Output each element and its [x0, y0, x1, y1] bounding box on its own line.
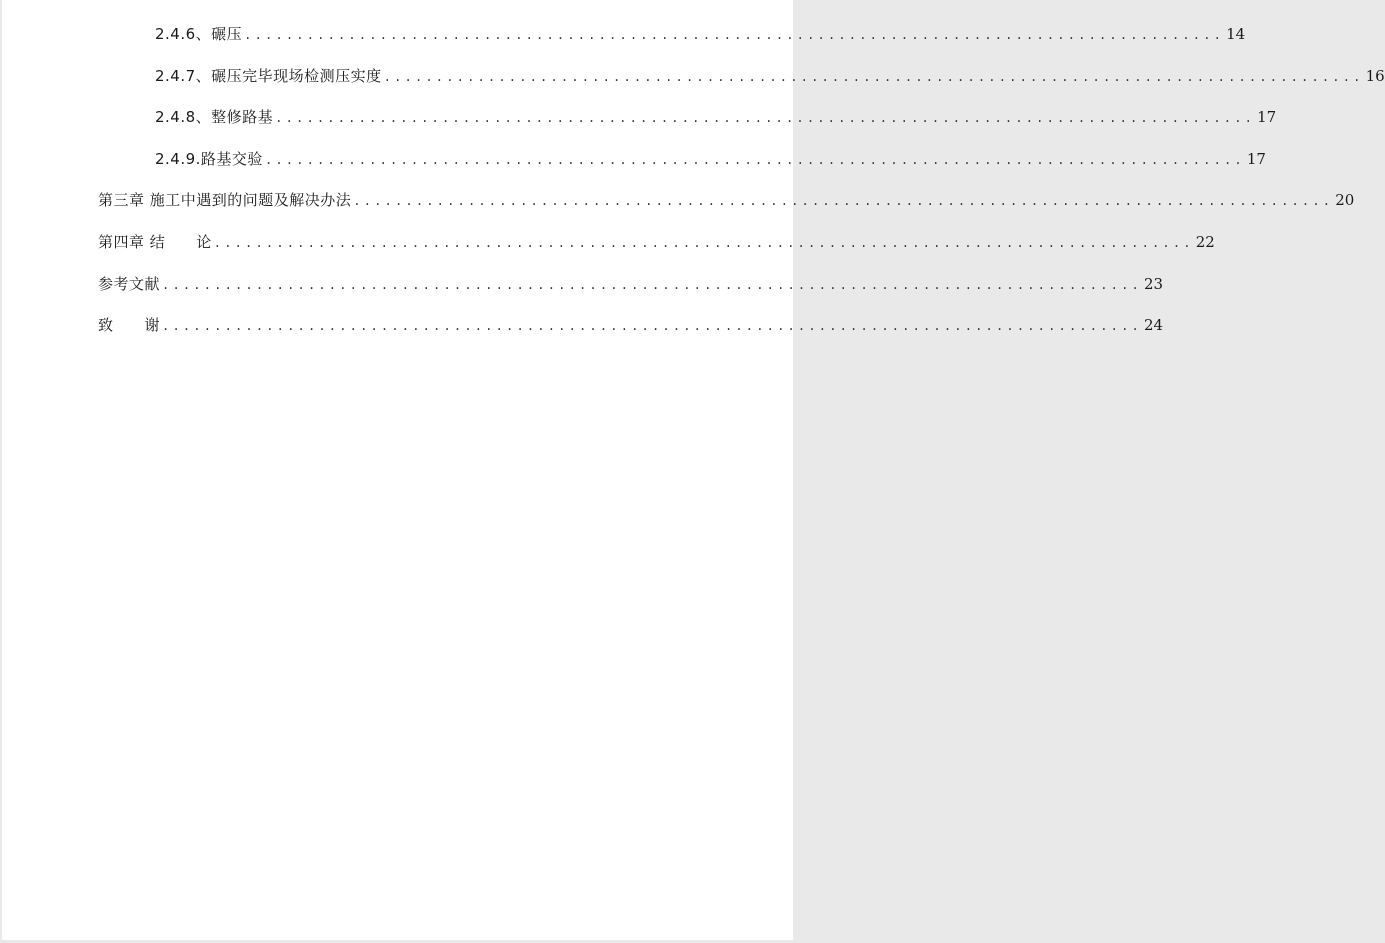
toc-page-number: 22 [1195, 233, 1215, 251]
toc-entry-title: 参考文献 [98, 275, 161, 293]
toc-dot-leader: .............................................................................................. [162, 278, 1142, 292]
toc-dot-leader: .............................................................................................. [353, 194, 1334, 208]
toc-dot-leader: .............................................................................................. [213, 236, 1194, 250]
toc-dot-leader: .............................................................................................. [244, 28, 1225, 42]
toc-dot-leader: .............................................................................................. [264, 153, 1245, 167]
document-page [2, 0, 1385, 940]
toc-entry-title: 2.4.9.路基交验 [155, 150, 263, 168]
toc-entry-2-4-6[interactable] [155, 23, 1246, 47]
toc-dot-leader: .............................................................................................. [383, 70, 1364, 84]
toc-page-number: 14 [1226, 25, 1246, 43]
toc-entry-acknowledgements[interactable] [98, 314, 1164, 338]
toc-entry-chapter-3[interactable] [98, 189, 1355, 213]
toc-entry-2-4-9[interactable] [155, 148, 1266, 172]
toc-page-number: 16 [1365, 67, 1385, 85]
toc-entry-2-4-7[interactable] [155, 65, 1385, 89]
toc-dot-leader: .............................................................................................. [275, 111, 1256, 125]
toc-entry-title: 第四章 结 论 [98, 233, 212, 251]
toc-entry-title: 2.4.8、整修路基 [155, 108, 274, 126]
toc-entry-title: 致 谢 [98, 316, 161, 334]
toc-dot-leader: .............................................................................................. [162, 319, 1142, 333]
toc-entry-title: 2.4.7、碾压完毕现场检测压实度 [155, 67, 382, 85]
toc-page-number: 24 [1143, 316, 1164, 334]
toc-page-number: 23 [1143, 275, 1164, 293]
toc-entry-references[interactable] [98, 273, 1164, 297]
toc-page-number: 20 [1335, 191, 1355, 209]
toc-entry-title: 第三章 施工中遇到的问题及解决办法 [98, 191, 352, 209]
toc-entry-chapter-4[interactable] [98, 231, 1215, 255]
toc-page-number: 17 [1257, 108, 1277, 126]
toc-entry-title: 2.4.6、碾压 [155, 25, 243, 43]
toc-page-number: 17 [1246, 150, 1266, 168]
toc-entry-2-4-8[interactable] [155, 106, 1277, 130]
